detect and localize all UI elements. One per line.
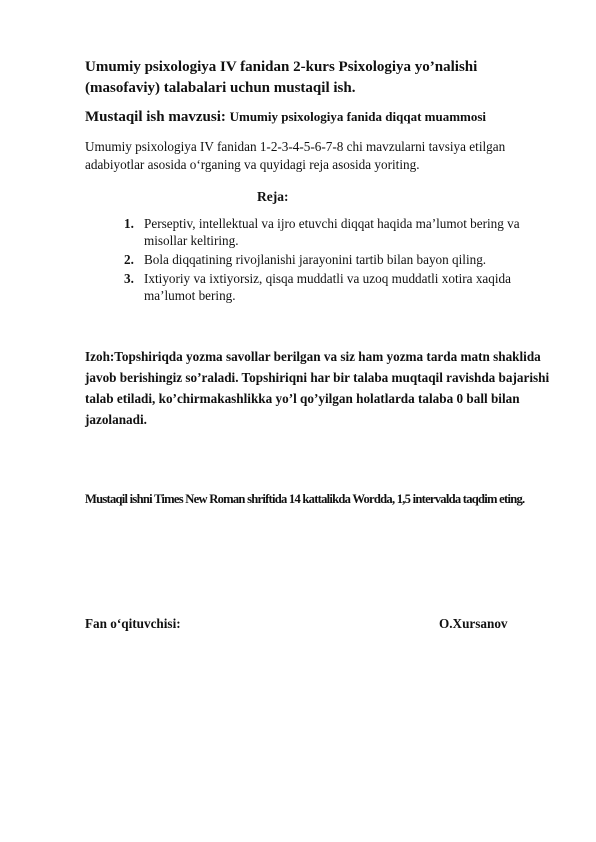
topic-line [85,106,555,128]
topic-title: Umumiy psixologiya fanida diqqat muammosi [229,109,487,124]
formatting-instruction: Mustaqil ishni Times New Roman shriftida 14 kattalikda Wordda, 1,5 intervalda taqdim eting. [85,492,525,506]
plan-list [118,215,558,306]
plan-item [118,270,558,304]
plan-item [118,215,558,249]
plan-item-number: 2. [124,252,134,267]
plan-item-number: 1. [124,216,134,231]
intro-paragraph: Umumiy psixologiya IV fanidan 1-2-3-4-5-6-7-8 chi mavzularni tavsiya etilgan adabiyotlar asosida o‘rganing va quyidagi reja asosida yoriting. [85,139,506,172]
plan-item-number: 3. [124,271,134,286]
plan-item-text: Perseptiv, intellektual va ijro etuvchi diqqat haqida ma’lumot bering va misollar keltiring. [144,216,520,248]
note-paragraph: Izoh:Topshiriqda yozma savollar berilgan va siz ham yozma tarda matn shaklida javob berishingiz so’raladi. Topshiriqni har bir talaba muqtaqil ravishda bajarishi talab etiladi, ko’chirmakashlikka yo’l qo’yilgan holatlarda talaba 0 ball bilan jazolanadi. [85,349,550,427]
teacher-name: O.Xursanov [439,616,508,631]
document-title: Umumiy psixologiya IV fanidan 2-kurs Psixologiya yo’nalishi (masofaviy) talabalari uchun mustaqil ish. [85,59,478,96]
teacher-label: Fan o‘qituvchisi: [85,616,181,631]
plan-item [118,251,558,268]
plan-item-text: Ixtiyoriy va ixtiyorsiz, qisqa muddatli va uzoq muddatli xotira xaqida ma’lumot bering. [144,271,511,303]
plan-heading: Reja: [257,189,289,204]
plan-item-text: Bola diqqatining rivojlanishi jarayonini tartib bilan bayon qiling. [144,252,487,267]
topic-label: Mustaqil ish mavzusi: [85,109,230,125]
